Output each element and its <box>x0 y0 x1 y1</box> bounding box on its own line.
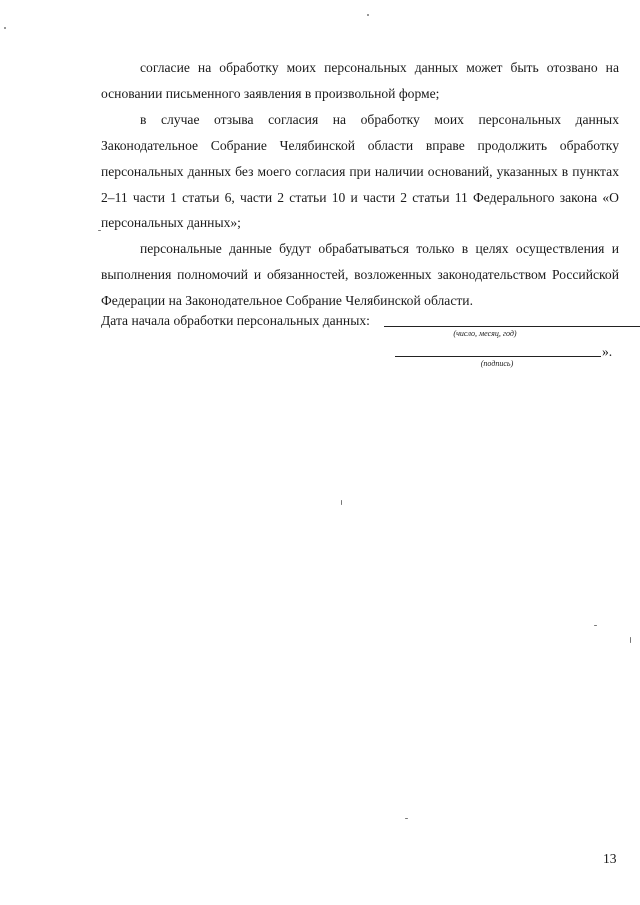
scan-speck <box>367 14 369 16</box>
scan-speck <box>630 637 631 643</box>
consent-terms <box>101 55 619 314</box>
date-caption: (число, месяц, год) <box>453 329 517 338</box>
scan-speck <box>98 230 101 231</box>
scan-speck <box>4 27 6 29</box>
signature-caption: (подпись) <box>480 359 514 368</box>
scan-speck <box>594 625 597 626</box>
signature-field <box>395 344 625 374</box>
date-underline <box>384 326 640 327</box>
paragraph-withdrawal: согласие на обработку моих персональных данных может быть отозвано на основании письменного заявления в произвольной форме; <box>101 60 619 101</box>
paragraph-processing-purpose: персональные данные будут обрабатываться только в целях осуществления и выполнения полномочий и обязанностей, возложенных законодательством Российской Федерации на Законодательное Собрание Челябинской области. <box>101 241 619 309</box>
signature-tail: ». <box>602 344 613 359</box>
paragraph-continue-processing: в случае отзыва согласия на обработку моих персональных данных Законодательное Собрание Челябинской области вправе продолжить обработку персональных данных без моего согласия при наличии оснований, указанных в пунктах 2–11 части 1 статьи 6, части 2 статьи 10 и части 2 статьи 11 Федерального закона «О персональных данных»; <box>101 111 619 231</box>
scan-speck <box>405 818 408 819</box>
scan-speck <box>341 500 342 505</box>
date-label: Дата начала обработки персональных данных: <box>101 313 370 328</box>
page-number: 13 <box>603 851 617 866</box>
signature-underline <box>395 356 601 357</box>
